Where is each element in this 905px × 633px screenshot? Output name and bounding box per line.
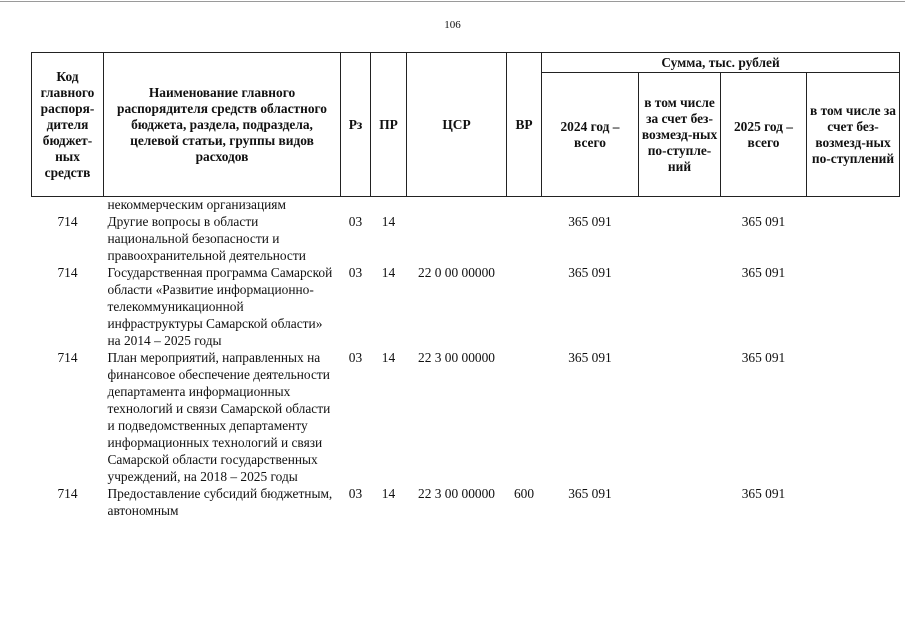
row-csr [407, 213, 507, 264]
row-vr: 600 [513, 486, 535, 501]
header-sum-2024-free: в том числе за счет без-возмезд-ных по-ступле-ний [639, 73, 721, 197]
row-sum-2025: 365 091 [741, 214, 786, 229]
budget-table [31, 52, 900, 519]
row-sum-2025: 365 091 [741, 350, 786, 365]
row-csr: 22 3 00 00000 [418, 486, 495, 501]
table-row [32, 213, 900, 264]
table-body [32, 197, 900, 520]
row-pr: 14 [381, 350, 396, 365]
row-vr [507, 349, 542, 485]
header-sum-group: Сумма, тыс. рублей [542, 53, 900, 73]
header-name: Наименование главного распорядителя средств областного бюджета, раздела, подраздела, целевой статьи, группы видов расходов [104, 53, 341, 197]
header-sum-2025: 2025 год – всего [721, 73, 807, 197]
page-number: 106 [444, 19, 461, 31]
row-rz: 03 [348, 214, 363, 229]
header-rz: Рз [341, 53, 371, 197]
row-sum-2025-free [807, 485, 900, 519]
table-row [32, 485, 900, 519]
row-rz: 03 [348, 350, 363, 365]
row-csr: 22 3 00 00000 [418, 350, 495, 365]
row-name: Предоставление субсидий бюджетным, автономным [107, 486, 333, 518]
row-code: 714 [57, 214, 78, 229]
row-code: 714 [57, 350, 78, 365]
scan-top-edge [0, 1, 905, 2]
row-sum-2024-free [639, 213, 721, 264]
row-sum-2024: 365 091 [568, 486, 612, 501]
row-name: некоммерческим организациям [107, 197, 286, 212]
header-code: Код главного распоря-дителя бюджет-ных средств [32, 53, 104, 197]
header-csr: ЦСР [407, 53, 507, 197]
row-name: Государственная программа Самарской области «Развитие информационно-телекоммуникационной инфраструктуры Самарской области» на 2014 – 2025 годы [107, 265, 333, 348]
row-vr [507, 264, 542, 349]
row-sum-2025-free [807, 264, 900, 349]
row-sum-2025-free [807, 213, 900, 264]
header-sum-2025-free: в том числе за счет без-возмезд-ных по-ступлений [807, 73, 900, 197]
header-sum-2024: 2024 год – всего [542, 73, 639, 197]
header-pr: ПР [371, 53, 407, 197]
table-row [32, 264, 900, 349]
table-row [32, 349, 900, 485]
row-sum-2024: 365 091 [568, 265, 612, 280]
row-sum-2024: 365 091 [568, 214, 612, 229]
table-header [32, 53, 900, 197]
row-code: 714 [57, 265, 78, 280]
row-sum-2024-free [639, 264, 721, 349]
row-name: Другие вопросы в области национальной безопасности и правоохранительной деятельности [107, 214, 306, 263]
row-code: 714 [57, 486, 78, 501]
row-sum-2025: 365 091 [741, 265, 786, 280]
row-sum-2024-free [639, 485, 721, 519]
row-csr: 22 0 00 00000 [418, 265, 495, 280]
row-sum-2024: 365 091 [568, 350, 612, 365]
row-pr: 14 [381, 265, 396, 280]
row-rz: 03 [348, 486, 363, 501]
header-vr: ВР [507, 53, 542, 197]
row-vr [507, 213, 542, 264]
row-pr: 14 [381, 214, 396, 229]
row-sum-2025: 365 091 [741, 486, 786, 501]
row-sum-2025-free [807, 349, 900, 485]
row-pr: 14 [381, 486, 396, 501]
table-row-continuation [32, 197, 900, 214]
row-sum-2024-free [639, 349, 721, 485]
row-name: План мероприятий, направленных на финансовое обеспечение деятельности департамента информационных технологий и связи Самарской области и подведомственных департаменту информационных технологий и связи Самарской области государственных учреждений, на 2018 – 2025 годы [107, 350, 331, 484]
row-rz: 03 [348, 265, 363, 280]
